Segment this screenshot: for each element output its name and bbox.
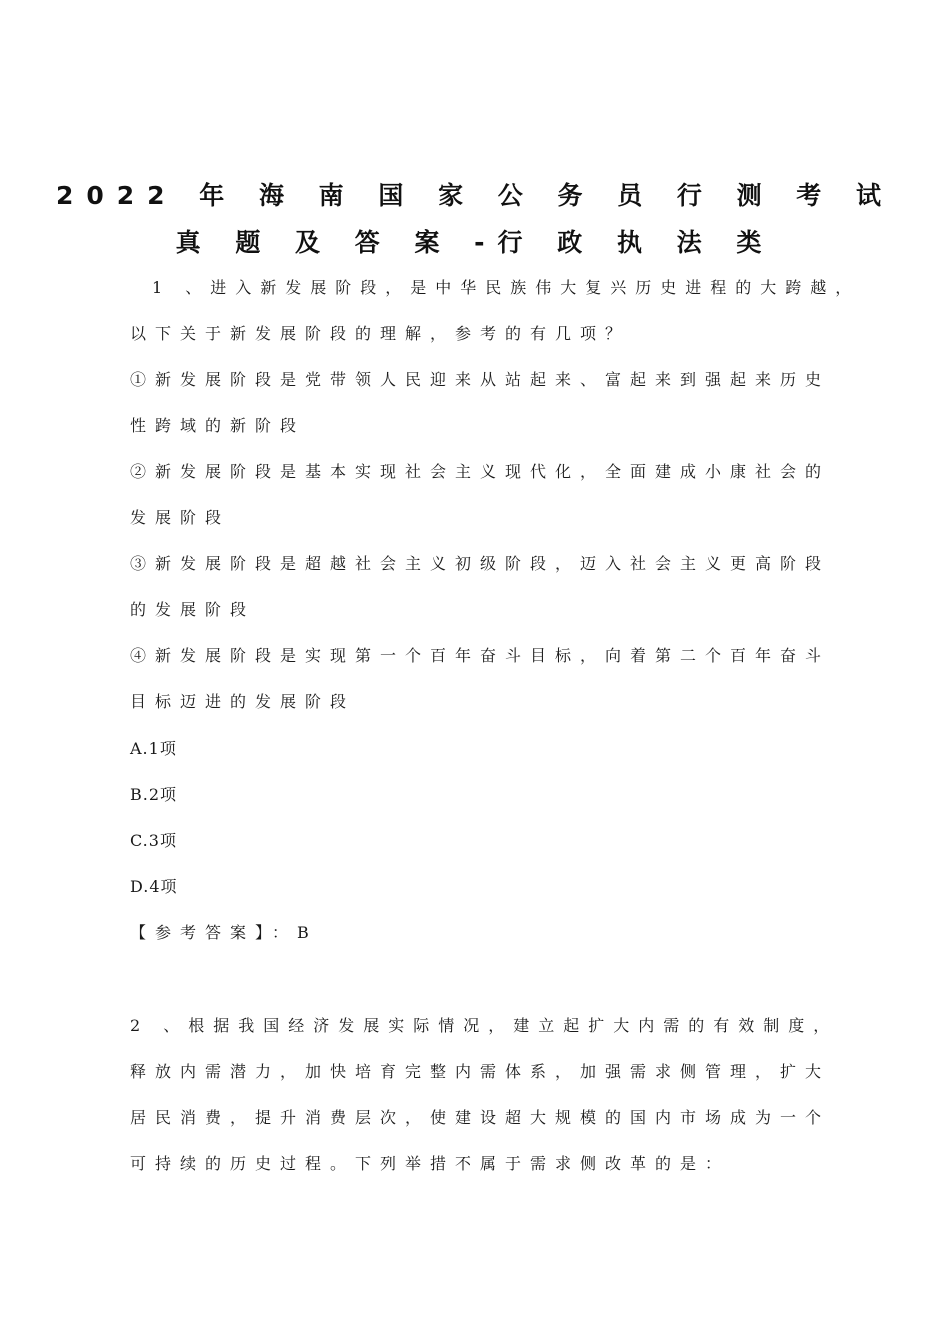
statement-4-line: 目标迈进的发展阶段 (130, 692, 356, 711)
answer-label: 【参考答案】：B (130, 923, 318, 942)
document-title-line-1: 2022 年 海 南 国 家 公 务 员 行 测 考 试 (55, 181, 895, 210)
option-b: B.2项 (130, 785, 178, 804)
option-d: D.4项 (130, 877, 178, 896)
question-1-text-line: 以下关于新发展阶段的理解，参考的有几项？ (130, 324, 631, 343)
option-c: C.3项 (130, 831, 177, 850)
statement-2-line: 发展阶段 (130, 508, 231, 527)
document-title-line-2: 真 题 及 答 案 -行 政 执 法 类 (175, 228, 775, 257)
statement-4-line: ④新发展阶段是实现第一个百年奋斗目标，向着第二个百年奋斗 (130, 646, 831, 665)
question-1-text-line: 1 、进入新发展阶段，是中华民族伟大复兴历史进程的大跨越， (152, 278, 861, 297)
statement-3-line: 的发展阶段 (130, 600, 256, 619)
statement-2-line: ②新发展阶段是基本实现社会主义现代化，全面建成小康社会的 (130, 462, 831, 481)
question-2-text-line: 释放内需潜力，加快培育完整内需体系，加强需求侧管理，扩大 (130, 1062, 831, 1081)
option-a: A.1项 (130, 739, 177, 758)
statement-1-line: 性跨域的新阶段 (130, 416, 306, 435)
statement-3-line: ③新发展阶段是超越社会主义初级阶段，迈入社会主义更高阶段 (130, 554, 831, 573)
question-2-text-line: 可持续的历史过程。下列举措不属于需求侧改革的是： (130, 1154, 731, 1173)
statement-1-line: ①新发展阶段是党带领人民迎来从站起来、富起来到强起来历史 (130, 370, 831, 389)
question-2-text-line: 居民消费，提升消费层次，使建设超大规模的国内市场成为一个 (130, 1108, 831, 1127)
question-2-text-line: 2 、根据我国经济发展实际情况，建立起扩大内需的有效制度， (130, 1016, 839, 1035)
